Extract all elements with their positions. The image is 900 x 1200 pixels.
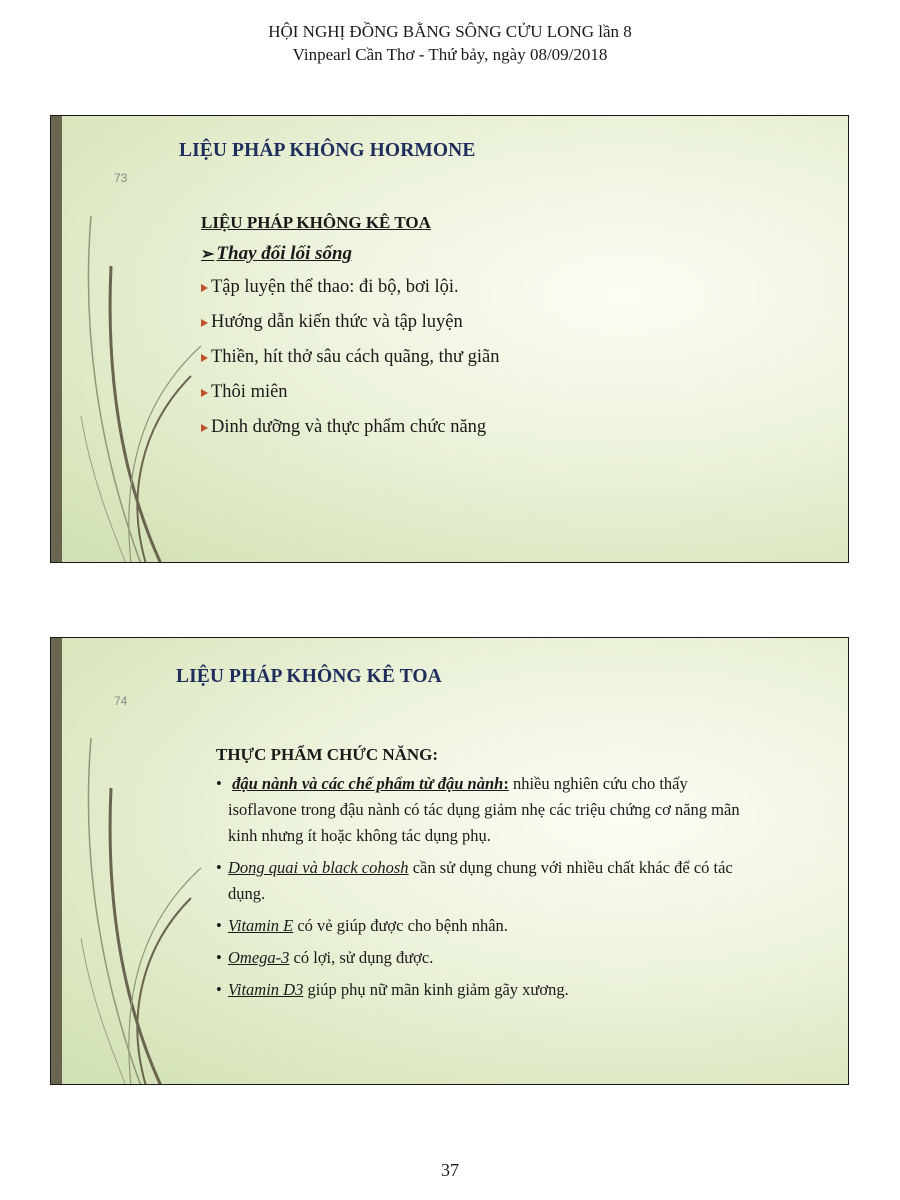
grass-decoration [51, 638, 211, 1085]
description: có lợi, sử dụng được. [289, 948, 434, 967]
term: Vitamin D3 [228, 980, 304, 999]
triangle-bullet-icon [201, 354, 208, 362]
list-item-text: Tập luyện thể thao: đi bộ, bơi lội. [211, 277, 459, 297]
lead-item [201, 243, 500, 265]
slide-number: 73 [114, 171, 128, 185]
page-number: 37 [441, 1160, 459, 1180]
description: cần sử dụng chung với nhiều chất khác để có tác dụng. [228, 858, 733, 903]
description: nhiều nghiên cứu cho thấy isoflavone trong đậu nành có tác dụng giảm nhẹ các triệu chứng cơ năng mãn kinh nhưng ít hoặc không tác dụng phụ. [228, 774, 740, 845]
term-colon: : [503, 774, 509, 793]
term: Dong quai và black cohosh [228, 858, 409, 877]
list-item [201, 345, 500, 370]
triangle-bullet-icon [201, 424, 208, 432]
slide-73 [50, 115, 849, 563]
term: đậu nành và các chế phẩm từ đậu nành [232, 774, 504, 793]
description: có vẻ giúp được cho bệnh nhân. [293, 916, 508, 935]
lead-item-text: Thay đổi lối sống [216, 243, 353, 264]
section-subheading: THỰC PHẨM CHỨC NĂNG: [216, 745, 439, 764]
bullet-dot-icon: • [216, 916, 222, 935]
list-item [201, 275, 500, 300]
term: Vitamin E [228, 916, 294, 935]
slide-title: LIỆU PHÁP KHÔNG HORMONE [179, 140, 476, 161]
page-header [0, 20, 900, 66]
bullet-dot-icon: • [216, 948, 222, 967]
list-item-text: Dinh dưỡng và thực phẩm chức năng [211, 417, 487, 437]
triangle-bullet-icon [201, 389, 208, 397]
triangle-bullet-icon [201, 284, 208, 292]
term: Omega-3 [228, 948, 290, 967]
list-item [216, 855, 756, 907]
list-item [216, 977, 756, 1003]
conference-venue-date: Vinpearl Cần Thơ - Thứ bảy, ngày 08/09/2018 [292, 45, 608, 64]
bullet-dot-icon: • [216, 980, 222, 999]
list-item [216, 771, 756, 849]
conference-title: HỘI NGHỊ ĐỒNG BẰNG SÔNG CỬU LONG lần 8 [268, 22, 632, 41]
slide-content [201, 213, 500, 450]
list-item-text: Thôi miên [211, 382, 288, 402]
grass-decoration [51, 116, 211, 563]
list-item [216, 945, 756, 971]
slide-74 [50, 637, 849, 1085]
slide-number: 74 [114, 694, 128, 708]
list-item-text: Thiền, hít thở sâu cách quãng, thư giãn [211, 347, 500, 367]
arrow-bullet-icon: ➢ [201, 246, 215, 263]
bullet-dot-icon: • [216, 774, 222, 793]
description: giúp phụ nữ mãn kinh giảm gãy xương. [303, 980, 569, 999]
list-item [216, 913, 756, 939]
list-item [201, 415, 500, 440]
list-item-text: Hướng dẫn kiến thức và tập luyện [211, 312, 463, 332]
slide-title: LIỆU PHÁP KHÔNG KÊ TOA [176, 666, 442, 687]
list-item [201, 310, 500, 335]
section-subheading: LIỆU PHÁP KHÔNG KÊ TOA [201, 213, 431, 232]
list-item [201, 380, 500, 405]
slide-content [216, 745, 756, 1009]
bullet-dot-icon: • [216, 858, 222, 877]
triangle-bullet-icon [201, 319, 208, 327]
